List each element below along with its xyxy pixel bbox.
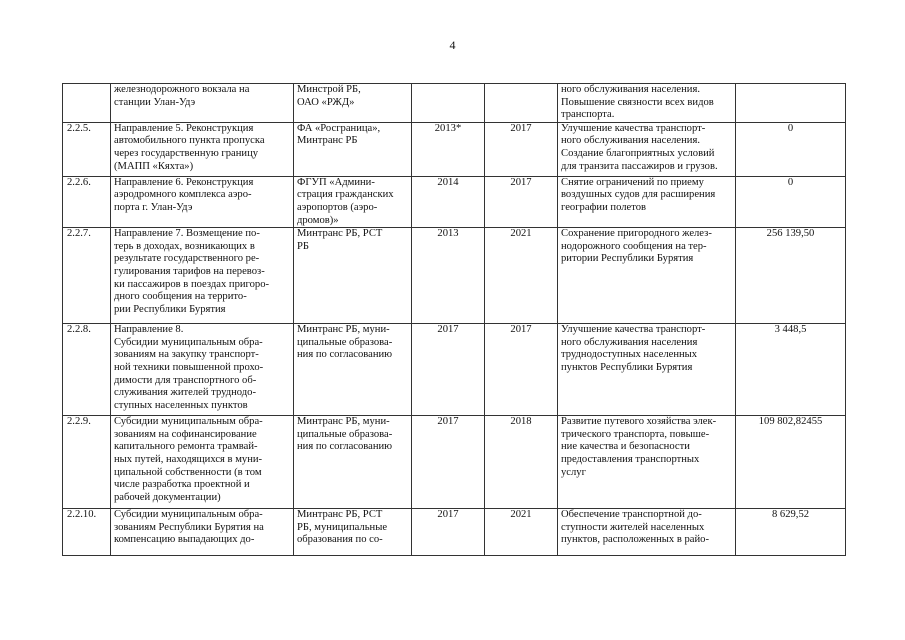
cell-number: 2.2.9. bbox=[63, 416, 111, 509]
cell-result: ного обслуживания населения. Повышение связности всех видов транспорта. bbox=[558, 84, 736, 123]
cell-result: Улучшение качества транспорт- ного обслуживания населения труднодоступных населенных пунктов Республики Бурятия bbox=[558, 324, 736, 416]
cell-end-year: 2017 bbox=[485, 122, 558, 176]
table-row bbox=[63, 176, 846, 227]
cell-number bbox=[63, 84, 111, 123]
cell-result: Развитие путевого хозяйства элек- трического транспорта, повыше- ние качества и безопасности предоставления транспортных услуг bbox=[558, 416, 736, 509]
cell-number: 2.2.8. bbox=[63, 324, 111, 416]
cell-start-year: 2017 bbox=[412, 324, 485, 416]
cell-end-year: 2017 bbox=[485, 324, 558, 416]
cell-executor: Минтранс РБ, РСТ РБ, муниципальные образования по со- bbox=[294, 509, 412, 556]
cell-amount bbox=[736, 84, 846, 123]
cell-activity: Направление 5. Реконструкция автомобильного пункта пропуска через государственную границу (МАПП «Кяхта») bbox=[111, 122, 294, 176]
cell-activity: Направление 8. Субсидии муниципальным обра- зованиям на закупку транспорт- ной техники повышенной прохо- димости для транспортного об- служивания жителей труднодо- ступных населенных пунктов bbox=[111, 324, 294, 416]
cell-executor: Минтранс РБ, РСТ РБ bbox=[294, 228, 412, 324]
cell-end-year bbox=[485, 84, 558, 123]
table-row bbox=[63, 509, 846, 556]
cell-start-year: 2013* bbox=[412, 122, 485, 176]
cell-executor: ФГУП «Админи- страция гражданских аэропортов (аэро- дромов)» bbox=[294, 176, 412, 227]
cell-start-year bbox=[412, 84, 485, 123]
cell-amount: 109 802,82455 bbox=[736, 416, 846, 509]
cell-result: Обеспечение транспортной до- ступности жителей населенных пунктов, расположенных в райо- bbox=[558, 509, 736, 556]
cell-number: 2.2.7. bbox=[63, 228, 111, 324]
cell-activity: Субсидии муниципальным обра- зованиям на софинансирование капитального ремонта трамвай- ных путей, находящихся в муни- ципальной собственности (в том числе разработка проектной и рабочей документации) bbox=[111, 416, 294, 509]
cell-start-year: 2017 bbox=[412, 416, 485, 509]
cell-start-year: 2013 bbox=[412, 228, 485, 324]
cell-end-year: 2018 bbox=[485, 416, 558, 509]
table-row bbox=[63, 228, 846, 324]
cell-executor: Минтранс РБ, муни- ципальные образова- ния по согласованию bbox=[294, 416, 412, 509]
cell-end-year: 2017 bbox=[485, 176, 558, 227]
cell-result: Снятие ограничений по приему воздушных судов для расширения географии полетов bbox=[558, 176, 736, 227]
cell-result: Улучшение качества транспорт- ного обслуживания населения. Создание благоприятных условий для транзита пассажиров и грузов. bbox=[558, 122, 736, 176]
cell-end-year: 2021 bbox=[485, 509, 558, 556]
cell-number: 2.2.5. bbox=[63, 122, 111, 176]
table-row bbox=[63, 416, 846, 509]
cell-activity: железнодорожного вокзала на станции Улан-Удэ bbox=[111, 84, 294, 123]
table-body bbox=[63, 84, 846, 556]
cell-executor: Минтранс РБ, муни- ципальные образова- ния по согласованию bbox=[294, 324, 412, 416]
cell-amount: 0 bbox=[736, 176, 846, 227]
cell-number: 2.2.6. bbox=[63, 176, 111, 227]
page-number: 4 bbox=[449, 38, 456, 52]
cell-start-year: 2014 bbox=[412, 176, 485, 227]
cell-end-year: 2021 bbox=[485, 228, 558, 324]
cell-executor: Минстрой РБ, ОАО «РЖД» bbox=[294, 84, 412, 123]
cell-start-year: 2017 bbox=[412, 509, 485, 556]
program-table bbox=[62, 83, 846, 556]
cell-activity: Субсидии муниципальным обра- зованиям Республики Бурятия на компенсацию выпадающих до- bbox=[111, 509, 294, 556]
cell-amount: 256 139,50 bbox=[736, 228, 846, 324]
cell-activity: Направление 7. Возмещение по- терь в доходах, возникающих в результате государственного ре- гулирования тарифов на перевоз- ки пассажиров в поездах пригоро- дного сообщения на террито- рии Республики Бурятия bbox=[111, 228, 294, 324]
cell-activity: Направление 6. Реконструкция аэродромного комплекса аэро- порта г. Улан-Удэ bbox=[111, 176, 294, 227]
cell-number: 2.2.10. bbox=[63, 509, 111, 556]
table-row bbox=[63, 84, 846, 123]
table-row bbox=[63, 324, 846, 416]
cell-amount: 0 bbox=[736, 122, 846, 176]
cell-amount: 8 629,52 bbox=[736, 509, 846, 556]
table-row bbox=[63, 122, 846, 176]
cell-executor: ФА «Росграница», Минтранс РБ bbox=[294, 122, 412, 176]
cell-amount: 3 448,5 bbox=[736, 324, 846, 416]
cell-result: Сохранение пригородного желез- нодорожного сообщения на тер- ритории Республики Бурятия bbox=[558, 228, 736, 324]
